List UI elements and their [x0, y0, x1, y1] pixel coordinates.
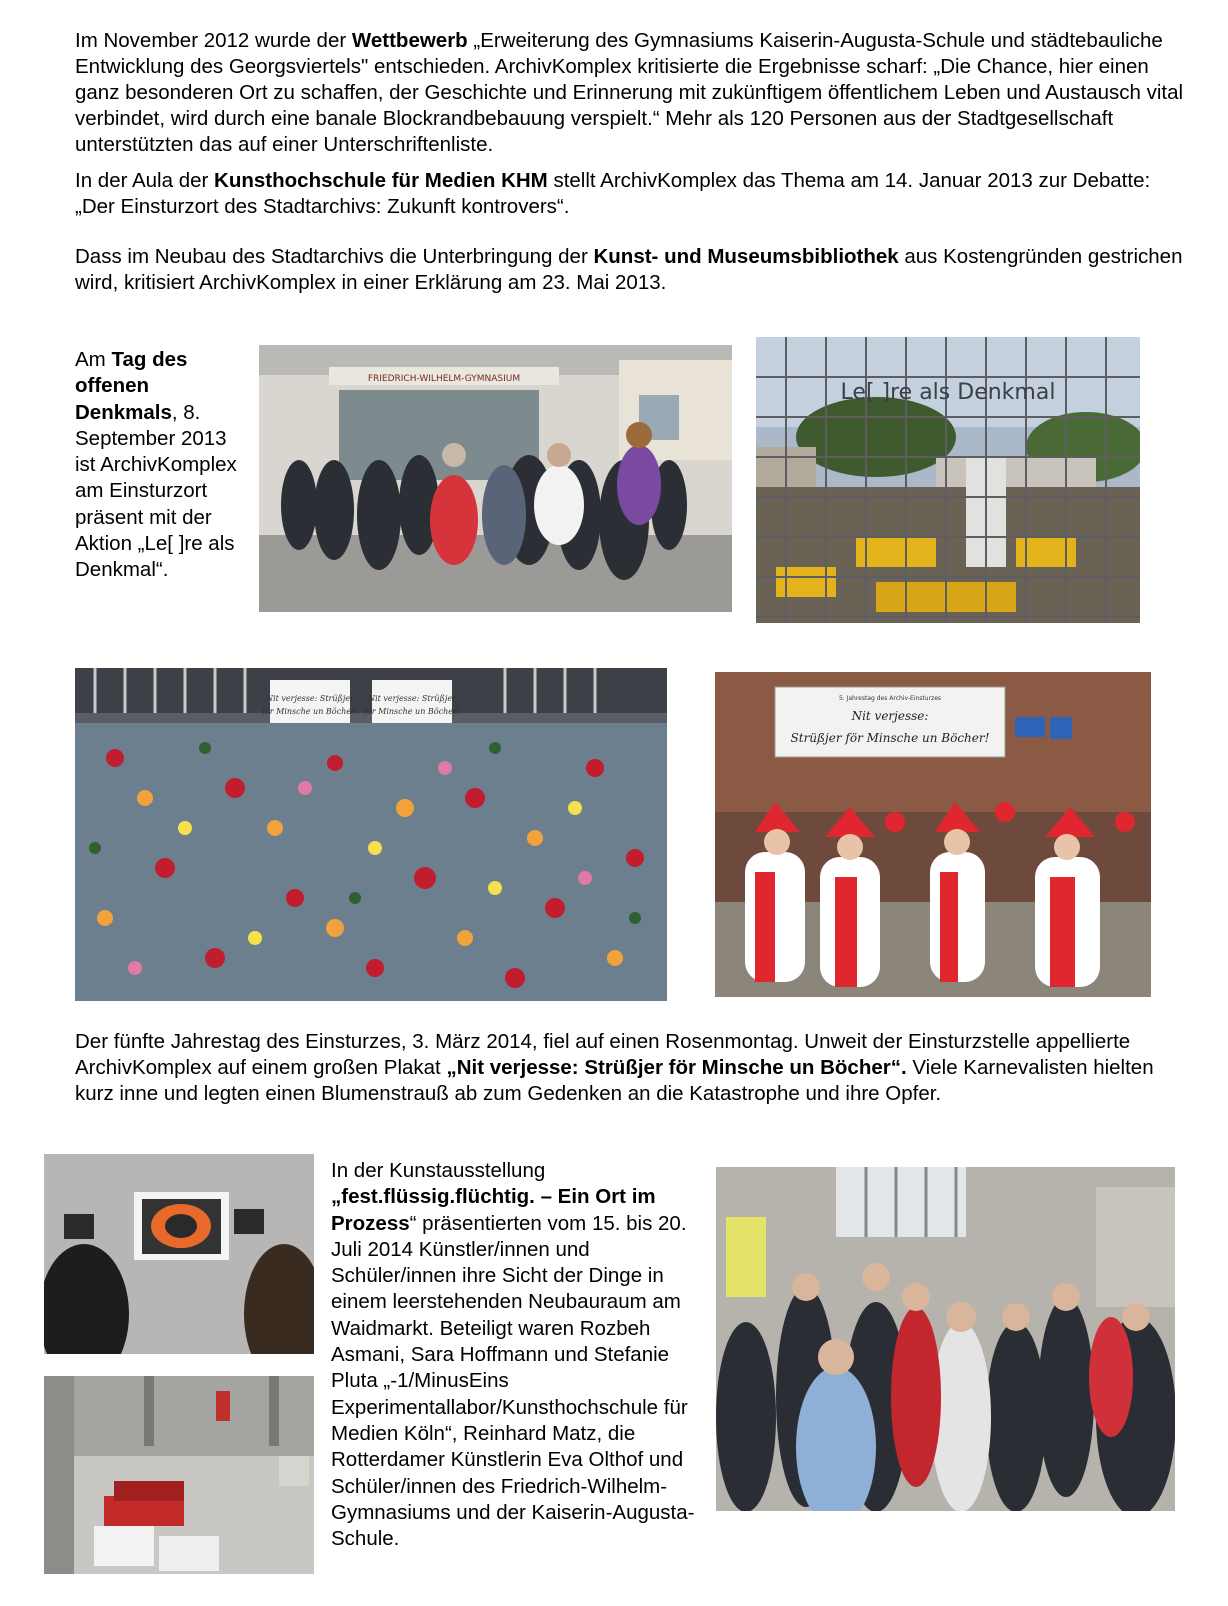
- paragraph-bibliothek: [75, 244, 1185, 296]
- sign-right-line2: för Minsche un Böcher!: [363, 707, 461, 716]
- banner-line1: Nit verjesse:: [851, 709, 929, 723]
- fence-text: Le[ ]re als Denkmal: [840, 380, 1056, 405]
- p3-bold: Kunst- und Museumsbibliothek: [593, 245, 899, 268]
- p1-text-b: „Erweiterung des Gymnasiums Kaiserin-Augusta-Schule und städtebauliche Entwicklung des Georgsviertels" entschieden. ArchivKomplex kritisierte die Ergebnisse scharf: „Die Chance, hier einen ganz besonderen Ort zu schaffen, der Geschichte und Erinnerung mit zukünftigem öffentlichem Leben und Austausch vital verbindet, wird durch eine banale Blockrandbebauung verspielt.“ Mehr als 120 Personen aus der Stadtgesellschaft unterstützten das auf einer Unterschriftenliste.: [75, 29, 1184, 156]
- photo-exhibition-poster: [44, 1154, 314, 1354]
- photo-flowers-memorial: [75, 668, 667, 1001]
- photo-exhibition-room: [44, 1376, 314, 1574]
- banner-small-text: 5. Jahrestag des Archiv-Einsturzes: [838, 695, 942, 702]
- photo-exhibition-crowd: [716, 1167, 1175, 1511]
- p5-text-b: Viele Karnevalisten hielten kurz inne und legten einen Blumenstrauß ab zum Gedenken an die Katastrophe und ihre Opfer.: [75, 1056, 1154, 1105]
- p5-bold: „Nit verjesse: Strüßjer för Minsche un Böcher“.: [446, 1056, 907, 1079]
- p6-text-a: In der Kunstausstellung: [331, 1159, 546, 1182]
- photo-school-crowd: [259, 345, 732, 612]
- sign-left-line2: för Minsche un Böcher!: [261, 707, 359, 716]
- p4-text-a: Am: [75, 348, 112, 371]
- paragraph-wettbewerb: [75, 28, 1185, 158]
- sign-left-line1: Nit verjesse: Strüßjer: [266, 694, 354, 703]
- paragraph-jahrestag: [75, 1029, 1185, 1107]
- p2-bold: Kunsthochschule für Medien KHM: [214, 169, 548, 192]
- p4-text-b: , 8. September 2013 ist ArchivKomplex am Einsturzort präsent mit der Aktion „Le[ ]re als Denkmal“.: [75, 400, 237, 582]
- paragraph-ausstellung: [331, 1158, 701, 1552]
- p6-bold: „fest.flüssig.flüchtig. – Ein Ort im Prozess: [331, 1185, 656, 1235]
- school-sign-text: FRIEDRICH-WILHELM-GYMNASIUM: [367, 374, 521, 384]
- p6-text-b: “ präsentierten vom 15. bis 20. Juli 2014 Künstler/innen und Schüler/innen ihre Sicht der Dinge in einem leerstehenden Neubauraum am Waidmarkt. Beteiligt waren Rozbeh Asmani, Sara Hoffmann und Stefanie Pluta „-1/MinusEins Experimentallabor/Kunsthochschule für Medien Köln“, Reinhard Matz, die Rotterdamer Künstlerin Eva Olthof und Schüler/innen des Friedrich-Wilhelm-Gymnasiums und der Kaiserin-Augusta-Schule.: [331, 1211, 695, 1551]
- p3-text-b: aus Kostengründen gestrichen wird, kritisiert ArchivKomplex in einer Erklärung am 23. Mai 2013.: [75, 245, 1183, 294]
- sign-right-line1: Nit verjesse: Strüßjer: [368, 694, 456, 703]
- p5-text-a: Der fünfte Jahrestag des Einsturzes, 3. März 2014, fiel auf einen Rosenmontag. Unweit der Einsturzstelle appellierte ArchivKomplex auf einem großen Plakat: [75, 1030, 1131, 1079]
- photo-carnival-banner: [715, 672, 1151, 997]
- p1-text-a: Im November 2012 wurde der: [75, 29, 352, 52]
- banner-line2: Strüßjer för Minsche un Böcher!: [790, 731, 990, 745]
- paragraph-khm: [75, 168, 1185, 220]
- photo-fence-denkmal: [756, 337, 1140, 623]
- p2-text-b: stellt ArchivKomplex das Thema am 14. Januar 2013 zur Debatte: „Der Einsturzort des Stadtarchivs: Zukunft kontrovers“.: [75, 169, 1151, 218]
- paragraph-denkmal: [75, 347, 237, 584]
- p2-text-a: In der Aula der: [75, 169, 215, 192]
- p1-bold: Wettbewerb: [351, 29, 468, 52]
- p3-text-a: Dass im Neubau des Stadtarchivs die Unterbringung der: [75, 245, 594, 268]
- p4-bold: Tag des offenen Denkmals: [75, 348, 188, 424]
